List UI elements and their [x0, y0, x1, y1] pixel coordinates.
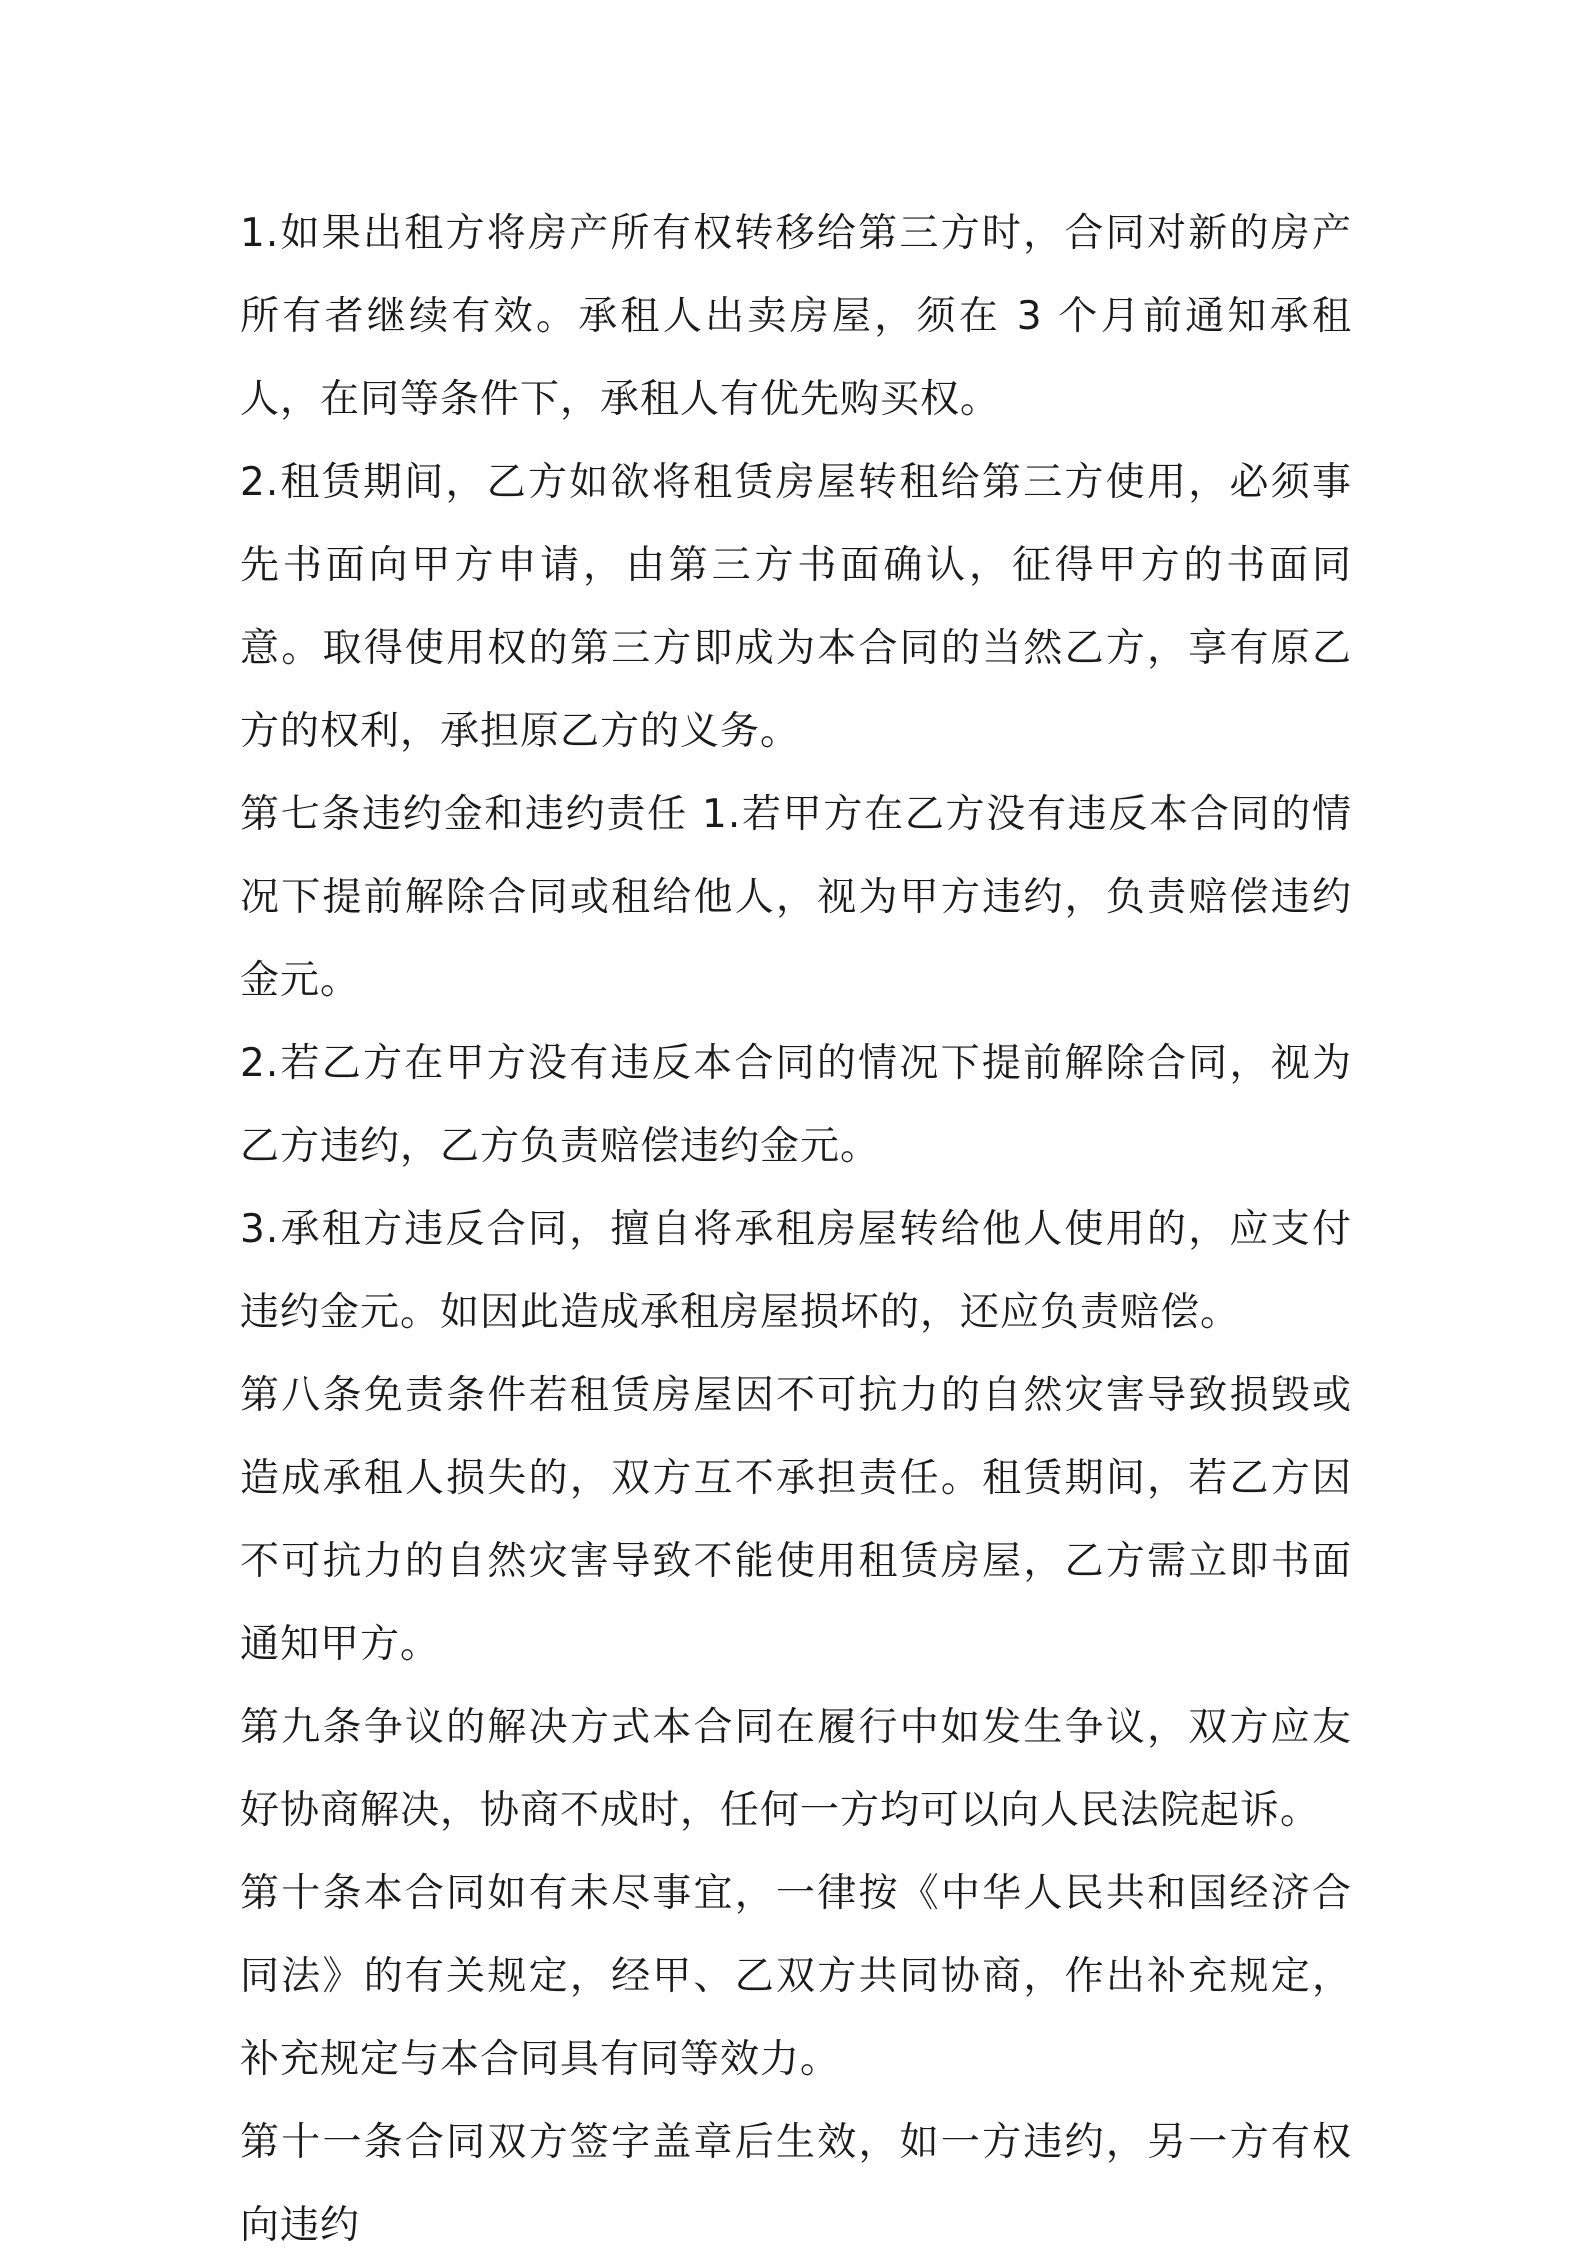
paragraph-article-9-dispute-resolution: 第九条争议的解决方式本合同在履行中如发生争议，双方应友好协商解决，协商不成时，任何一方均可以向人民法院起诉。: [240, 1705, 1352, 1833]
paragraph-clause-transfer-ownership: 1.如果出租方将房产所有权转移给第三方时，合同对新的房产所有者继续有效。承租人出卖房屋，须在 3 个月前通知承租人，在同等条件下，承租人有优先购买权。: [240, 211, 1352, 422]
paragraph-article-11-effectiveness: 第十一条合同双方签字盖章后生效，如一方违约，另一方有权向违约: [240, 2120, 1352, 2248]
paragraph-article-10-supplementary: 第十条本合同如有未尽事宜，一律按《中华人民共和国经济合同法》的有关规定，经甲、乙双方共同协商，作出补充规定，补充规定与本合同具有同等效力。: [240, 1871, 1352, 2082]
paragraph-article-7-unauthorized-sublet: 3.承租方违反合同，擅自将承租房屋转给他人使用的，应支付违约金元。如因此造成承租房屋损坏的，还应负责赔偿。: [240, 1207, 1352, 1335]
document-body: [240, 192, 1352, 2267]
paragraph-article-7-party-a-breach: 第七条违约金和违约责任 1.若甲方在乙方没有违反本合同的情况下提前解除合同或租给他人，视为甲方违约，负责赔偿违约金元。: [240, 792, 1352, 1003]
paragraph-article-8-force-majeure: 第八条免责条件若租赁房屋因不可抗力的自然灾害导致损毁或造成承租人损失的，双方互不承担责任。租赁期间，若乙方因不可抗力的自然灾害导致不能使用租赁房屋，乙方需立即书面通知甲方。: [240, 1373, 1352, 1667]
paragraph-clause-sublease: 2.租赁期间，乙方如欲将租赁房屋转租给第三方使用，必须事先书面向甲方申请，由第三方书面确认，征得甲方的书面同意。取得使用权的第三方即成为本合同的当然乙方，享有原乙方的权利，承担原乙方的义务。: [240, 460, 1352, 754]
paragraph-article-7-party-b-breach: 2.若乙方在甲方没有违反本合同的情况下提前解除合同，视为乙方违约，乙方负责赔偿违约金元。: [240, 1041, 1352, 1169]
